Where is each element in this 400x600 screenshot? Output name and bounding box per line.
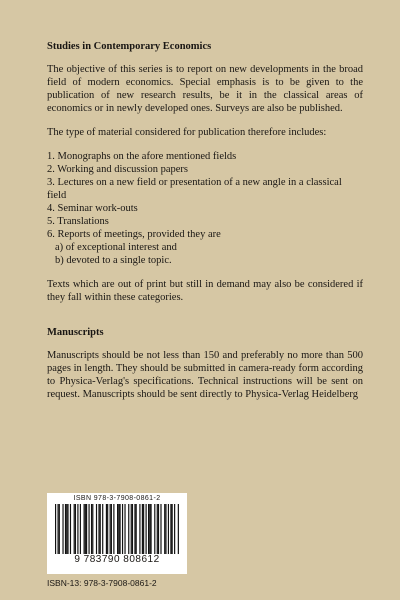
isbn-13-label: ISBN-13: 978-3-7908-0861-2 [47,578,157,588]
series-title: Studies in Contemporary Economics [47,41,212,52]
list-item: 4. Seminar work-outs [47,203,138,214]
isbn-top-label: ISBN 978-3-7908-0861-2 [73,495,161,502]
material-list [47,150,363,267]
barcode-bars [55,504,179,554]
list-item: 2. Working and discussion papers [47,164,188,175]
manuscripts-title: Manuscripts [47,327,104,338]
back-cover-text [47,40,363,401]
list-item: 1. Monographs on the afore mentioned fields [47,151,237,162]
objective-paragraph: The objective of this series is to report on new developments in the broad field of modern economics. Special emphasis is to be given to the publication of new research results, be it in the classical areas of economics or in newly developed ones. Surveys are also be published. [47,64,363,114]
list-item: 3. Lectures on a new field or presentation of a new angle in a classical field [47,177,342,201]
out-of-print-paragraph: Texts which are out of print but still in demand may also be considered if they fall within these categories. [47,279,363,303]
manuscripts-paragraph: Manuscripts should be not less than 150 and preferably no more than 500 pages in length. They should be submitted in camera-ready form according to Physica-Verlag's specifications. Technical instructions will be sent on request. Manuscripts should be sent directly to Physica-Verlag Heidelberg [47,350,363,400]
barcode-digits: 9 783790 808612 [74,554,160,565]
list-item: 5. Translations [47,216,109,227]
list-subitem: b) devoted to a single topic. [55,255,172,266]
list-subitem: a) of exceptional interest and [55,242,177,253]
list-item: 6. Reports of meetings, provided they are [47,229,221,240]
material-intro: The type of material considered for publication therefore includes: [47,127,327,138]
barcode [47,493,187,574]
